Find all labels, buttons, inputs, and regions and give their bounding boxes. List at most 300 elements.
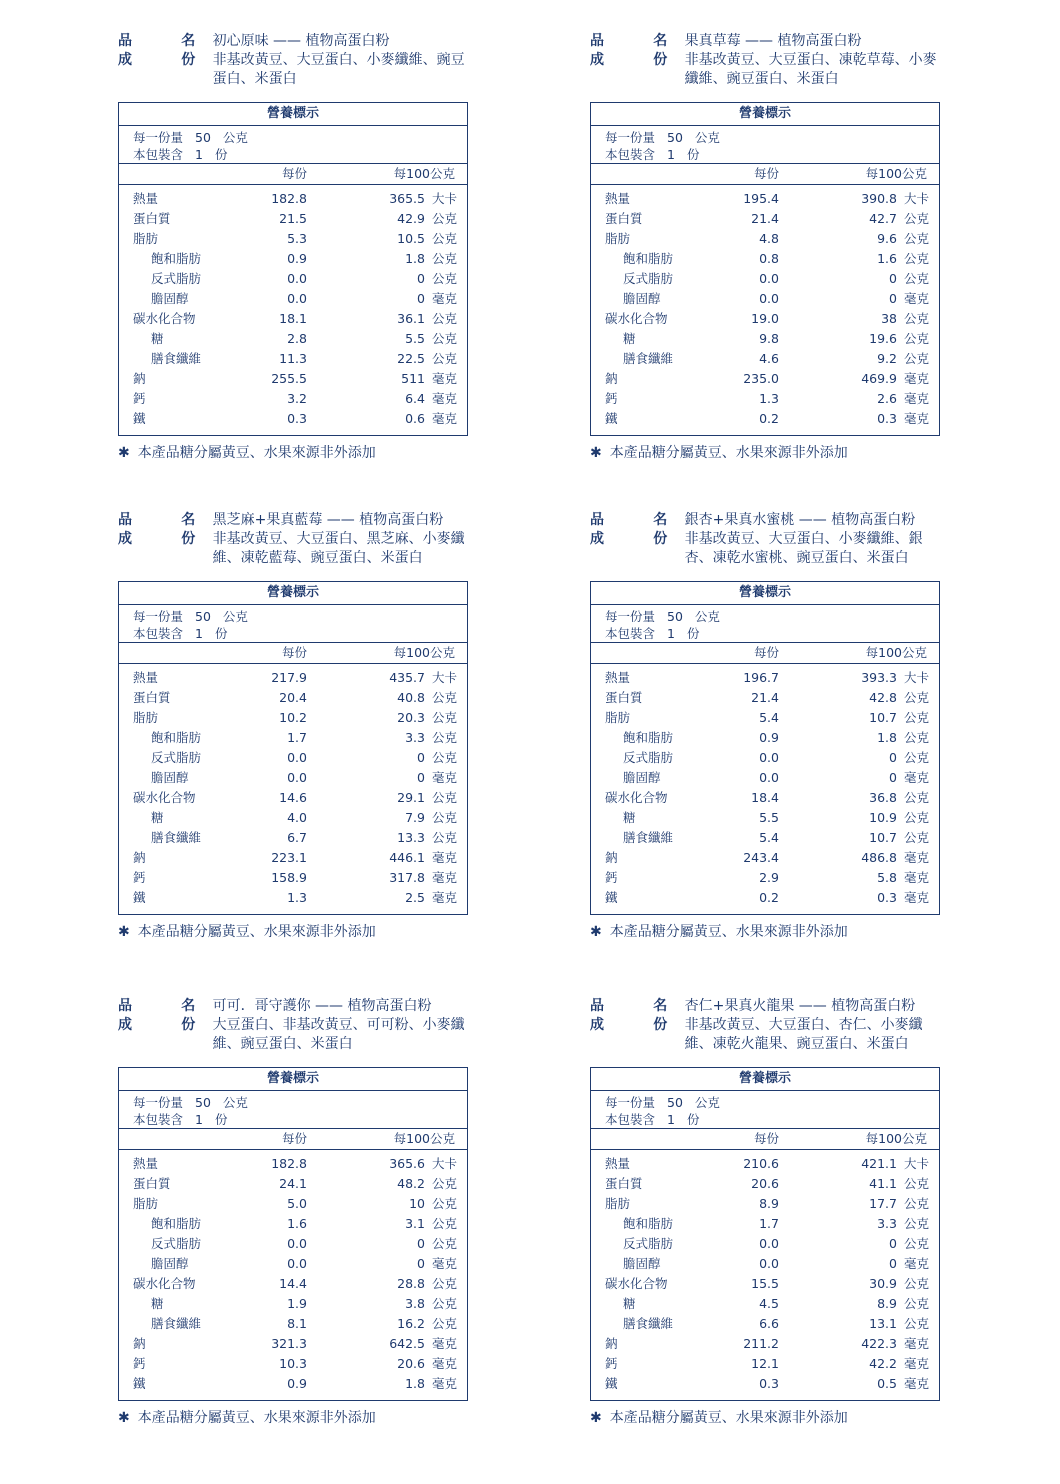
nutrient-row	[119, 1374, 467, 1394]
value-unit: 公克	[904, 331, 930, 346]
value-per-serving: 21.4	[751, 690, 779, 705]
value-per-100g: 486.8	[861, 850, 897, 865]
value-unit: 公克	[432, 351, 458, 366]
nutrient-name: 糖	[623, 810, 636, 825]
value-unit: 公克	[432, 730, 458, 745]
ingredients-key	[118, 1016, 195, 1054]
nutrient-name: 反式脂肪	[623, 271, 674, 286]
nutrient-name: 脂肪	[133, 1196, 159, 1211]
nutrient-name: 糖	[151, 810, 164, 825]
value-unit: 毫克	[904, 870, 930, 885]
nutrition-table	[118, 102, 468, 436]
value-unit: 毫克	[432, 1356, 458, 1371]
value-per-serving: 4.6	[759, 351, 779, 366]
value-per-100g: 42.8	[869, 690, 897, 705]
nutrient-name: 膳食纖維	[151, 1316, 202, 1331]
value-per-serving: 1.7	[759, 1216, 779, 1231]
ingredients-row	[118, 1016, 478, 1054]
product-key-char-2: 名	[181, 998, 196, 1014]
servings-value: 1	[195, 1112, 203, 1127]
product-name-row	[590, 997, 950, 1016]
nutrient-row	[119, 668, 467, 688]
ingredients-text: 非基改黃豆、大豆蛋白、小麥纖維、豌豆蛋白、米蛋白	[212, 52, 465, 87]
servings-value: 1	[667, 1112, 675, 1127]
value-unit: 毫克	[432, 291, 458, 306]
nutrient-row	[119, 289, 467, 309]
footnote-text: 本產品糖分屬黃豆、水果來源非外添加	[137, 924, 376, 940]
product-panel-5	[118, 997, 478, 1426]
value-per-serving: 6.7	[287, 830, 307, 845]
ingredients-key-char-1: 成	[118, 1017, 132, 1033]
nutrient-name: 膳食纖維	[151, 351, 202, 366]
servings-unit: 份	[214, 626, 228, 641]
value-per-serving: 196.7	[743, 670, 779, 685]
product-name: 可可．哥守護你 —— 植物高蛋白粉	[212, 998, 432, 1014]
nutrient-row	[591, 309, 939, 329]
ingredients-key-char-2: 份	[653, 52, 668, 68]
value-per-serving: 5.3	[287, 231, 307, 246]
value-per-100g: 0	[417, 1236, 425, 1251]
ingredients-text: 非基改黃豆、大豆蛋白、凍乾草莓、小麥纖維、豌豆蛋白、米蛋白	[684, 52, 937, 87]
value-per-100g: 0	[417, 1256, 425, 1271]
value-per-serving: 8.1	[287, 1316, 307, 1331]
value-per-100g: 10	[409, 1196, 425, 1211]
nutrient-name: 鈉	[605, 850, 618, 865]
product-name: 果真草莓 —— 植物高蛋白粉	[684, 33, 862, 49]
col-per-100g: 每100公克	[393, 1131, 455, 1146]
value-per-serving: 0.0	[759, 1236, 779, 1251]
value-unit: 公克	[432, 271, 458, 286]
value-per-100g: 19.6	[869, 331, 897, 346]
value-unit: 公克	[432, 251, 458, 266]
nutrition-table-title: 營養標示	[591, 103, 939, 126]
value-per-100g: 390.8	[861, 191, 897, 206]
serving-info	[591, 1091, 939, 1129]
value-per-serving: 1.3	[287, 890, 307, 905]
serving-size-value: 50	[667, 130, 683, 145]
value-per-serving: 2.9	[759, 870, 779, 885]
value-per-serving: 0.9	[287, 251, 307, 266]
value-unit: 公克	[432, 1196, 458, 1211]
product-panel-6	[590, 997, 950, 1426]
serving-size-value: 50	[667, 1095, 683, 1110]
col-per-100g: 每100公克	[393, 645, 455, 660]
product-panel-3	[118, 511, 478, 940]
nutrient-row	[119, 728, 467, 748]
value-per-serving: 18.4	[751, 790, 779, 805]
value-per-100g: 2.6	[877, 391, 897, 406]
nutrient-name: 熱量	[133, 670, 159, 685]
product-name-row	[118, 511, 478, 530]
value-per-serving: 158.9	[271, 870, 307, 885]
nutrient-rows	[591, 1150, 939, 1394]
value-per-100g: 0.3	[877, 890, 897, 905]
value-unit: 公克	[904, 830, 930, 845]
value-per-100g: 0	[889, 1256, 897, 1271]
nutrient-row	[591, 389, 939, 409]
nutrient-name: 熱量	[605, 191, 631, 206]
ingredients-key-char-2: 份	[181, 531, 196, 547]
value-per-100g: 365.6	[389, 1156, 425, 1171]
product-key-char-2: 名	[653, 33, 668, 49]
value-unit: 公克	[432, 1216, 458, 1231]
value-per-serving: 0.0	[759, 750, 779, 765]
nutrient-name: 反式脂肪	[623, 750, 674, 765]
serving-size-unit: 公克	[222, 130, 248, 145]
product-key-char-1: 品	[590, 512, 604, 528]
value-per-serving: 1.3	[759, 391, 779, 406]
col-per-serving: 每份	[754, 1131, 780, 1146]
value-per-100g: 0	[417, 750, 425, 765]
value-unit: 公克	[904, 1276, 930, 1291]
column-headers	[119, 643, 467, 664]
value-per-100g: 393.3	[861, 670, 897, 685]
value-unit: 公克	[904, 1216, 930, 1231]
nutrient-row	[119, 349, 467, 369]
value-per-serving: 21.5	[279, 211, 307, 226]
product-name-row	[590, 32, 950, 51]
value-unit: 毫克	[904, 411, 930, 426]
serving-size-label: 每一份量	[133, 609, 184, 624]
nutrient-row	[591, 289, 939, 309]
value-per-100g: 0	[417, 770, 425, 785]
serving-size-unit: 公克	[222, 609, 248, 624]
value-per-serving: 21.4	[751, 211, 779, 226]
value-unit: 公克	[432, 690, 458, 705]
nutrient-row	[591, 229, 939, 249]
servings-value: 1	[195, 626, 203, 641]
value-per-serving: 182.8	[271, 191, 307, 206]
nutrient-row	[119, 1334, 467, 1354]
nutrition-table-title: 營養標示	[591, 582, 939, 605]
value-unit: 公克	[904, 351, 930, 366]
col-per-100g: 每100公克	[865, 166, 927, 181]
nutrient-name: 脂肪	[133, 231, 159, 246]
value-per-serving: 19.0	[751, 311, 779, 326]
product-key-char-2: 名	[653, 512, 668, 528]
nutrient-row	[119, 828, 467, 848]
value-unit: 毫克	[432, 770, 458, 785]
value-unit: 毫克	[432, 890, 458, 905]
ingredients-key-char-1: 成	[590, 1017, 604, 1033]
nutrient-row	[119, 1314, 467, 1334]
nutrient-name: 碳水化合物	[133, 311, 196, 326]
serving-info	[119, 1091, 467, 1129]
value-unit: 公克	[904, 710, 930, 725]
nutrient-row	[591, 728, 939, 748]
value-per-100g: 317.8	[389, 870, 425, 885]
product-panel-4	[590, 511, 950, 940]
serving-size-unit: 公克	[222, 1095, 248, 1110]
product-key-char-2: 名	[181, 33, 196, 49]
product-name-row	[118, 997, 478, 1016]
col-per-100g: 每100公克	[865, 1131, 927, 1146]
value-per-100g: 469.9	[861, 371, 897, 386]
nutrient-row	[119, 1194, 467, 1214]
value-per-100g: 1.8	[405, 1376, 425, 1391]
nutrition-table	[590, 581, 940, 915]
servings-line	[605, 146, 925, 163]
ingredients-text: 非基改黃豆、大豆蛋白、杏仁、小麥纖維、凍乾火龍果、豌豆蛋白、米蛋白	[684, 1017, 923, 1052]
nutrient-name: 脂肪	[605, 710, 631, 725]
servings-value: 1	[667, 147, 675, 162]
nutrient-name: 鈣	[133, 1356, 146, 1371]
value-per-serving: 1.9	[287, 1296, 307, 1311]
product-name-key	[590, 997, 667, 1016]
value-per-serving: 0.3	[759, 1376, 779, 1391]
nutrient-row	[591, 1154, 939, 1174]
value-per-serving: 0.2	[759, 411, 779, 426]
nutrient-row	[119, 1234, 467, 1254]
value-unit: 公克	[432, 1236, 458, 1251]
nutrient-name: 蛋白質	[133, 1176, 171, 1191]
servings-unit: 份	[686, 626, 700, 641]
ingredients-key	[118, 530, 195, 568]
servings-unit: 份	[686, 1112, 700, 1127]
value-per-100g: 41.1	[869, 1176, 897, 1191]
nutrient-name: 蛋白質	[133, 211, 171, 226]
ingredients-text: 大豆蛋白、非基改黃豆、可可粉、小麥纖維、豌豆蛋白、米蛋白	[212, 1017, 465, 1052]
ingredients-key-char-1: 成	[118, 531, 132, 547]
value-per-serving: 223.1	[271, 850, 307, 865]
value-unit: 毫克	[432, 411, 458, 426]
serving-size-value: 50	[195, 130, 211, 145]
ingredients-key-char-2: 份	[653, 531, 668, 547]
value-per-serving: 14.4	[279, 1276, 307, 1291]
value-per-100g: 0	[417, 271, 425, 286]
servings-label: 本包裝含	[133, 1112, 184, 1127]
nutrient-name: 膽固醇	[623, 291, 661, 306]
product-name: 杏仁+果真火龍果 —— 植物高蛋白粉	[684, 998, 916, 1014]
nutrient-row	[591, 1174, 939, 1194]
value-unit: 毫克	[904, 371, 930, 386]
nutrient-name: 鐵	[605, 1376, 618, 1391]
value-unit: 公克	[904, 1316, 930, 1331]
serving-size-line	[133, 1094, 453, 1111]
value-per-100g: 0	[889, 1236, 897, 1251]
value-per-100g: 22.5	[397, 351, 425, 366]
nutrient-name: 鈉	[605, 1336, 618, 1351]
value-per-serving: 0.3	[287, 411, 307, 426]
value-per-100g: 29.1	[397, 790, 425, 805]
value-per-100g: 9.6	[877, 231, 897, 246]
nutrient-name: 鈣	[133, 391, 146, 406]
value-per-serving: 0.0	[759, 770, 779, 785]
serving-size-label: 每一份量	[605, 1095, 656, 1110]
value-per-100g: 1.8	[405, 251, 425, 266]
value-per-100g: 13.1	[869, 1316, 897, 1331]
ingredients-key	[590, 530, 667, 568]
value-unit: 公克	[904, 690, 930, 705]
nutrient-name: 碳水化合物	[605, 790, 668, 805]
nutrient-row	[591, 868, 939, 888]
value-per-100g: 0.5	[877, 1376, 897, 1391]
nutrient-row	[591, 1314, 939, 1334]
nutrient-row	[591, 1194, 939, 1214]
nutrient-name: 脂肪	[133, 710, 159, 725]
value-per-serving: 321.3	[271, 1336, 307, 1351]
serving-info	[591, 605, 939, 643]
value-per-serving: 0.0	[287, 770, 307, 785]
value-per-100g: 435.7	[389, 670, 425, 685]
nutrient-row	[119, 688, 467, 708]
footnote	[118, 921, 376, 941]
nutrient-row	[119, 1174, 467, 1194]
footnote-text: 本產品糖分屬黃豆、水果來源非外添加	[137, 1410, 376, 1426]
value-per-100g: 9.2	[877, 351, 897, 366]
value-per-100g: 36.1	[397, 311, 425, 326]
nutrient-row	[119, 269, 467, 289]
value-unit: 毫克	[432, 850, 458, 865]
nutrient-name: 反式脂肪	[623, 1236, 674, 1251]
nutrient-name: 鈣	[605, 1356, 618, 1371]
value-per-serving: 243.4	[743, 850, 779, 865]
nutrient-name: 膳食纖維	[623, 351, 674, 366]
nutrient-row	[591, 1334, 939, 1354]
value-per-100g: 511	[401, 371, 425, 386]
col-per-serving: 每份	[754, 645, 780, 660]
ingredients-key	[590, 1016, 667, 1054]
value-per-100g: 42.9	[397, 211, 425, 226]
value-per-100g: 0.3	[877, 411, 897, 426]
nutrient-name: 蛋白質	[605, 690, 643, 705]
nutrient-row	[119, 808, 467, 828]
nutrient-name: 碳水化合物	[133, 1276, 196, 1291]
value-per-serving: 0.0	[759, 1256, 779, 1271]
product-name-key	[590, 32, 667, 51]
nutrient-row	[119, 189, 467, 209]
col-per-serving: 每份	[282, 166, 308, 181]
nutrient-name: 鈣	[605, 391, 618, 406]
nutrition-table	[118, 1067, 468, 1401]
nutrient-name: 鐵	[133, 411, 146, 426]
value-per-100g: 42.7	[869, 211, 897, 226]
product-key-char-1: 品	[590, 998, 604, 1014]
servings-label: 本包裝含	[133, 626, 184, 641]
nutrient-name: 鈉	[133, 1336, 146, 1351]
footnote-text: 本產品糖分屬黃豆、水果來源非外添加	[609, 445, 848, 461]
product-name: 銀杏+果真水蜜桃 —— 植物高蛋白粉	[684, 512, 916, 528]
serving-size-value: 50	[195, 609, 211, 624]
nutrient-name: 飽和脂肪	[151, 730, 202, 745]
serving-size-label: 每一份量	[133, 130, 184, 145]
nutrition-table	[590, 102, 940, 436]
nutrient-name: 膽固醇	[623, 1256, 661, 1271]
value-unit: 毫克	[904, 391, 930, 406]
asterisk-icon: ✱	[590, 924, 602, 940]
value-per-serving: 1.6	[287, 1216, 307, 1231]
nutrient-name: 碳水化合物	[605, 311, 668, 326]
value-unit: 毫克	[904, 1356, 930, 1371]
value-per-100g: 7.9	[405, 810, 425, 825]
value-per-100g: 42.2	[869, 1356, 897, 1371]
value-per-serving: 195.4	[743, 191, 779, 206]
value-per-100g: 422.3	[861, 1336, 897, 1351]
value-per-100g: 0	[889, 291, 897, 306]
product-panel-1	[118, 32, 478, 461]
serving-info	[119, 605, 467, 643]
value-per-100g: 16.2	[397, 1316, 425, 1331]
ingredients-row	[590, 51, 950, 89]
nutrient-name: 熱量	[133, 1156, 159, 1171]
nutrient-name: 脂肪	[605, 1196, 631, 1211]
nutrient-row	[591, 189, 939, 209]
value-per-100g: 365.5	[389, 191, 425, 206]
value-per-100g: 40.8	[397, 690, 425, 705]
value-per-serving: 5.5	[759, 810, 779, 825]
serving-size-label: 每一份量	[605, 609, 656, 624]
value-unit: 毫克	[904, 890, 930, 905]
product-key-char-2: 名	[653, 998, 668, 1014]
ingredients-key	[590, 51, 667, 89]
value-unit: 公克	[432, 311, 458, 326]
value-per-serving: 8.9	[759, 1196, 779, 1211]
value-unit: 毫克	[432, 371, 458, 386]
nutrient-row	[119, 1354, 467, 1374]
column-headers	[591, 1129, 939, 1150]
value-per-100g: 3.3	[877, 1216, 897, 1231]
nutrient-rows	[119, 185, 467, 429]
value-unit: 公克	[904, 271, 930, 286]
servings-value: 1	[195, 147, 203, 162]
value-per-100g: 0	[417, 291, 425, 306]
nutrient-rows	[119, 1150, 467, 1394]
nutrient-row	[119, 848, 467, 868]
value-unit: 公克	[904, 730, 930, 745]
ingredients-key-char-1: 成	[118, 52, 132, 68]
value-per-100g: 28.8	[397, 1276, 425, 1291]
value-per-serving: 3.2	[287, 391, 307, 406]
nutrition-table	[590, 1067, 940, 1401]
column-headers	[119, 164, 467, 185]
ingredients-key	[118, 51, 195, 89]
footnote	[590, 921, 848, 941]
ingredients-row	[118, 530, 478, 568]
footnote-text: 本產品糖分屬黃豆、水果來源非外添加	[609, 1410, 848, 1426]
value-per-serving: 10.3	[279, 1356, 307, 1371]
nutrient-row	[591, 768, 939, 788]
serving-size-line	[605, 608, 925, 625]
nutrient-name: 反式脂肪	[151, 750, 202, 765]
footnote-text: 本產品糖分屬黃豆、水果來源非外添加	[137, 445, 376, 461]
value-per-100g: 5.8	[877, 870, 897, 885]
nutrient-row	[119, 229, 467, 249]
nutrient-row	[119, 389, 467, 409]
nutrient-name: 糖	[623, 331, 636, 346]
nutrient-name: 脂肪	[605, 231, 631, 246]
value-unit: 公克	[432, 1316, 458, 1331]
nutrient-row	[591, 209, 939, 229]
servings-unit: 份	[214, 147, 228, 162]
nutrient-name: 膽固醇	[623, 770, 661, 785]
value-unit: 毫克	[432, 870, 458, 885]
nutrient-name: 鐵	[605, 890, 618, 905]
serving-size-value: 50	[195, 1095, 211, 1110]
value-per-serving: 20.6	[751, 1176, 779, 1191]
value-per-serving: 24.1	[279, 1176, 307, 1191]
footnote-text: 本產品糖分屬黃豆、水果來源非外添加	[609, 924, 848, 940]
nutrient-row	[119, 788, 467, 808]
value-per-100g: 5.5	[405, 331, 425, 346]
serving-size-line	[605, 1094, 925, 1111]
value-per-100g: 1.8	[877, 730, 897, 745]
asterisk-icon: ✱	[118, 924, 130, 940]
nutrient-row	[591, 1234, 939, 1254]
value-unit: 公克	[432, 331, 458, 346]
nutrient-row	[591, 888, 939, 908]
nutrient-row	[119, 888, 467, 908]
ingredients-key-char-1: 成	[590, 52, 604, 68]
